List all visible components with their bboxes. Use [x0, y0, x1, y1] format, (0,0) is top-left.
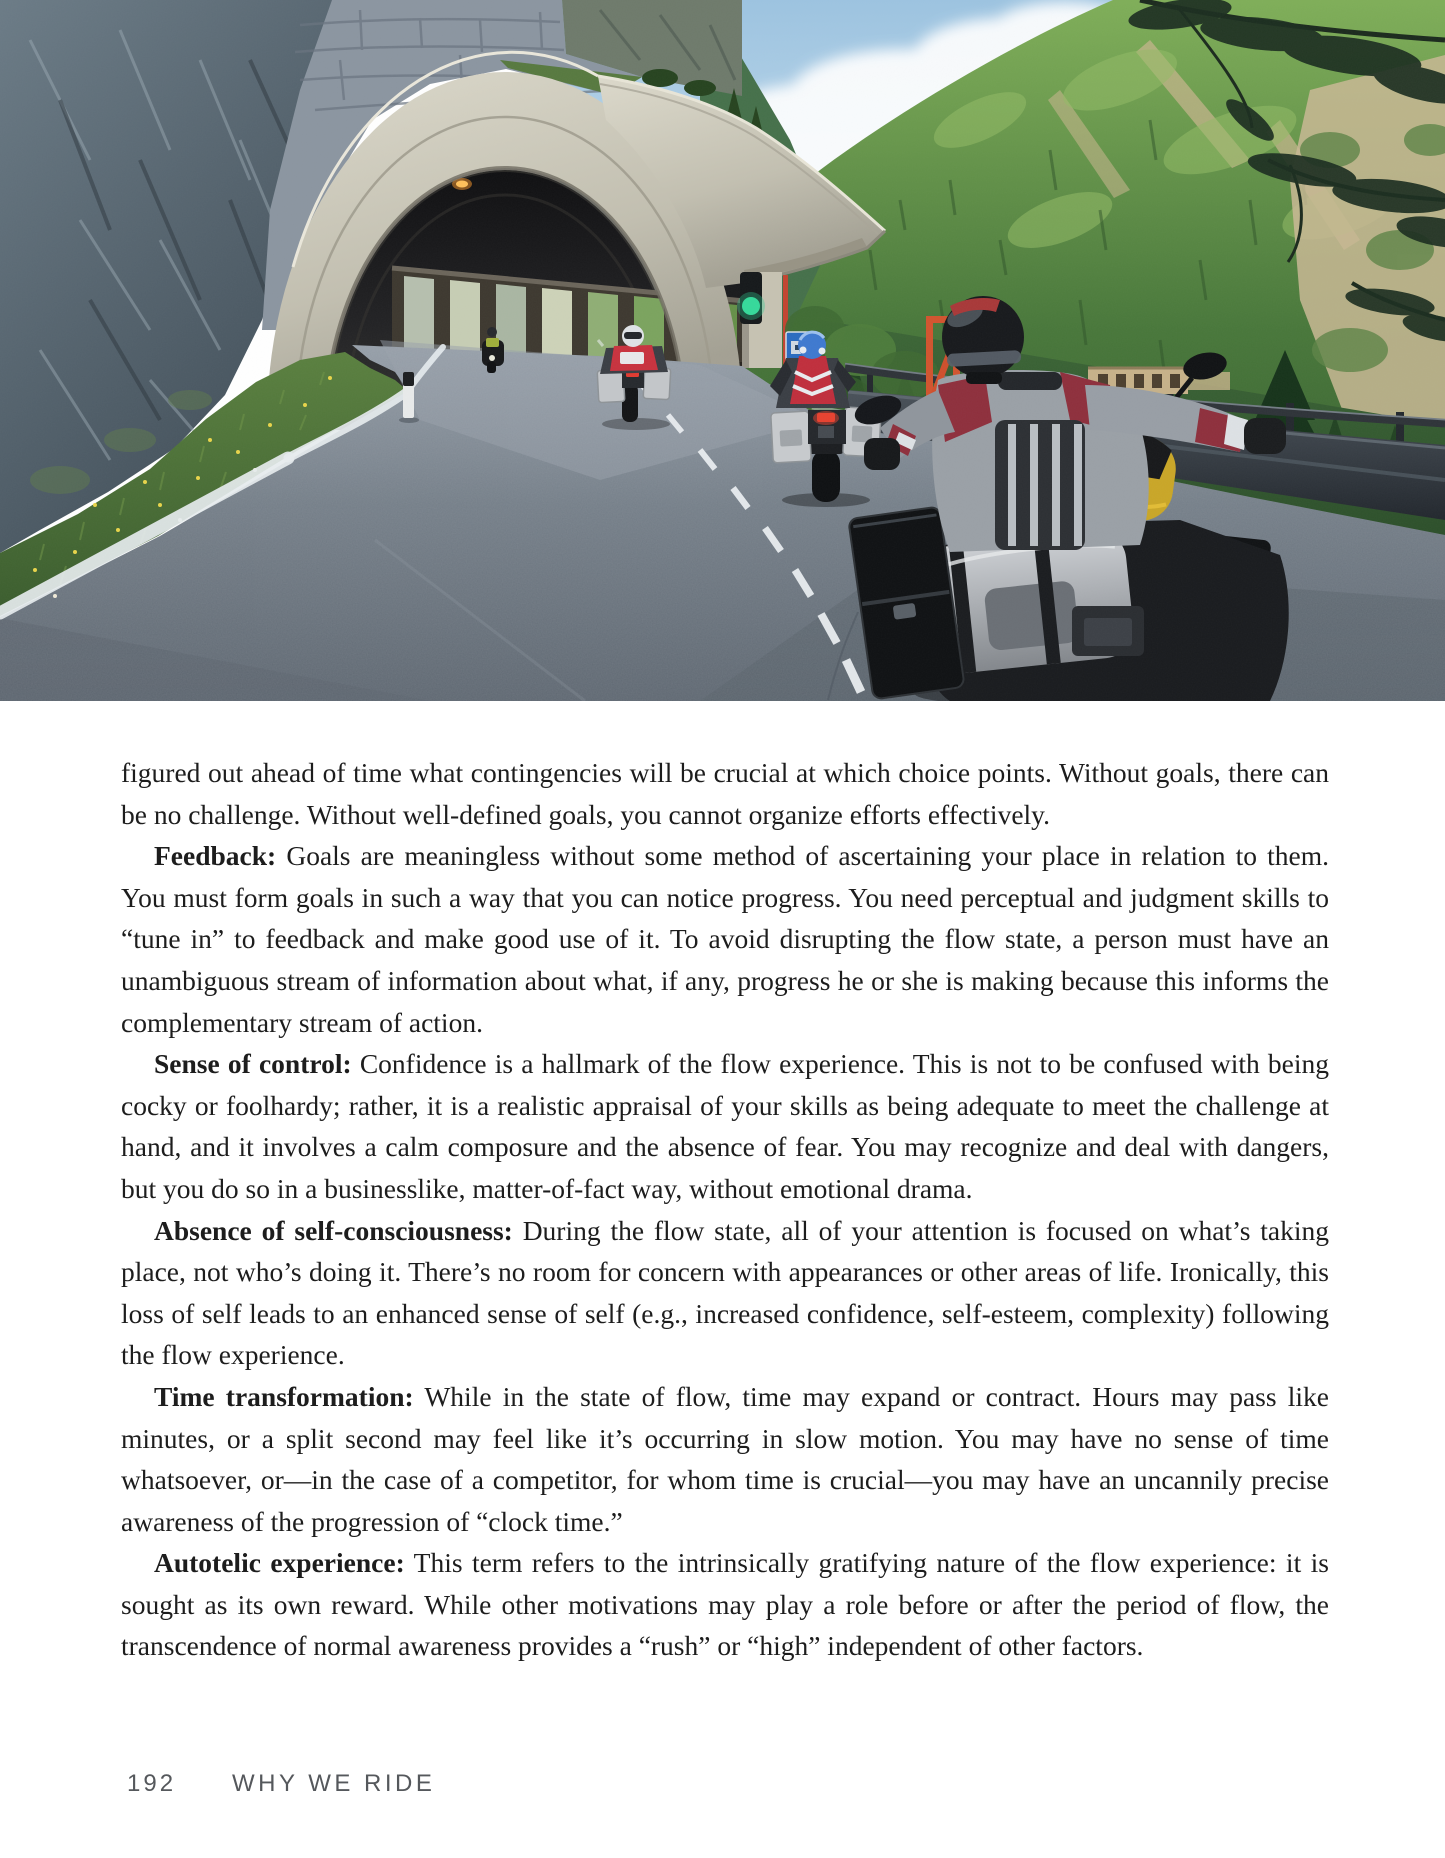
- body-paragraph: [121, 1210, 1329, 1376]
- photo-tunnel-motorcycles: [0, 0, 1445, 701]
- paragraph-lead: Feedback:: [154, 840, 277, 872]
- paragraph-lead: Time transformation:: [154, 1380, 414, 1412]
- body-text: [121, 752, 1329, 1667]
- paragraph-text: During the flow state, all of your attention is focused on what’s taking place, not who’s doing it. There’s no room for concern with appearances or other areas of life. Ironically, this loss of self leads to an enhanced sense of self (e.g., increased confidence, self-esteem, complexity) following the flow experience.: [121, 1214, 1329, 1371]
- body-paragraph: [121, 1376, 1329, 1542]
- photo-grain: [0, 0, 1445, 701]
- body-paragraph: [121, 1542, 1329, 1667]
- paragraph-text: Confidence is a hallmark of the flow experience. This is not to be confused with being cocky or foolhardy; rather, it is a realistic appraisal of your skills as being adequate to meet the challenge at hand, and it involves a calm composure and the absence of fear. You may recognize and deal with dangers, but you do so in a businesslike, matter-of-fact way, without emotional drama.: [121, 1048, 1330, 1204]
- page-footer: [0, 1770, 1445, 1800]
- paragraph-lead: Autotelic experience:: [154, 1547, 405, 1579]
- body-paragraph: [121, 752, 1329, 835]
- page-number: 192: [127, 1770, 177, 1797]
- paragraph-text: figured out ahead of time what contingencies will be crucial at which choice points. Without goals, there can be no challenge. Without well-defined goals, you cannot organize efforts effectively.: [121, 757, 1329, 830]
- paragraph-text: This term refers to the intrinsically gratifying nature of the flow experience: it is sought as its own reward. While other motivations may play a role before or after the period of flow, the transcendence of normal awareness provides a “rush” or “high” independent of other factors.: [121, 1547, 1329, 1662]
- running-head-book-title: WHY WE RIDE: [232, 1770, 436, 1797]
- body-paragraph: [121, 1043, 1329, 1209]
- paragraph-lead: Absence of self-consciousness:: [154, 1214, 513, 1246]
- paragraph-lead: Sense of control:: [154, 1048, 352, 1080]
- paragraph-text: While in the state of flow, time may expand or contract. Hours may pass like minutes, or a split second may feel like it’s occurring in slow motion. You may have no sense of time whatsoever, or—in the case of a competitor, for whom time is crucial—you may have an uncannily precise awareness of the progression of “clock time.”: [121, 1380, 1329, 1537]
- paragraph-text: Goals are meaningless without some method of ascertaining your place in relation to them. You must form goals in such a way that you can notice progress. You need perceptual and judgment skills to “tune in” to feedback and make good use of it. To avoid disrupting the flow state, a person must have an unambiguous stream of information about what, if any, progress he or she is making because this informs the complementary stream of action.: [121, 840, 1329, 1038]
- body-paragraph: [121, 835, 1329, 1043]
